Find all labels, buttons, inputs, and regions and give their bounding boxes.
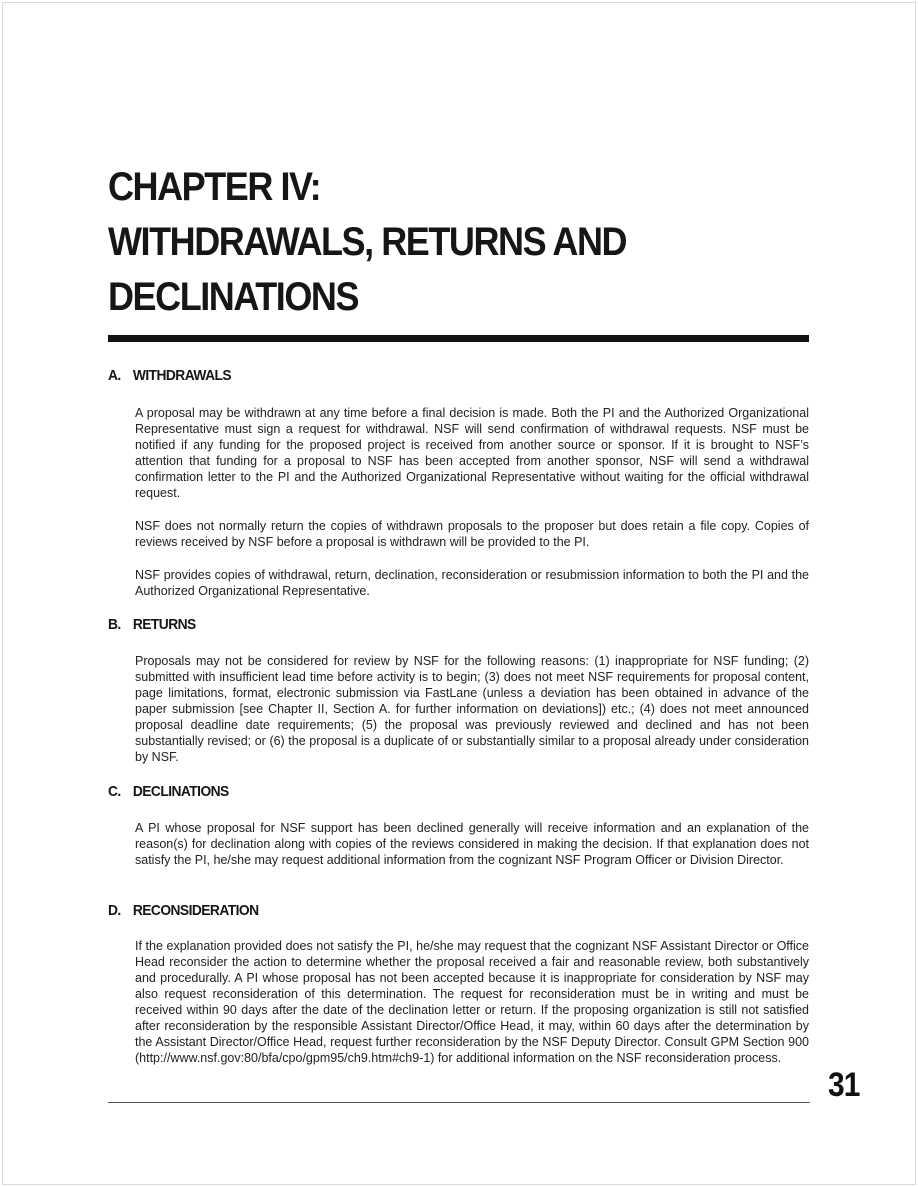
section-title: DECLINATIONS: [132, 783, 229, 800]
title-divider: [108, 335, 809, 342]
paragraph: A proposal may be withdrawn at any time before a final decision is made. Both the PI and the Authorized Organizational Representative must sign a request for withdrawal. NSF will send confirmation of withdrawal requests. NSF must be notified if any funding for the proposed project is received from another source or sponsor. If it is brought to NSF’s attention that funding for a proposal to NSF has been accepted from another sponsor, NSF will send a withdrawal confirmation letter to the PI and the Authorized Organizational Representative without waiting for the official withdrawal request.: [135, 406, 809, 500]
section-heading-returns: [108, 616, 196, 633]
section-letter: C.: [108, 783, 121, 800]
footer-divider: [108, 1102, 810, 1103]
section-letter: B.: [108, 616, 121, 633]
chapter-title-line: WITHDRAWALS, RETURNS AND: [108, 220, 627, 264]
chapter-title-line: DECLINATIONS: [108, 275, 359, 319]
section-title: RETURNS: [132, 616, 196, 633]
paragraph: If the explanation provided does not satisfy the PI, he/she may request that the cognizant NSF Assistant Director or Office Head reconsider the action to determine whether the proposal received a fair and reasonable review, both substantively and procedurally. A PI whose proposal has not been accepted because it is inappropriate for consideration by NSF may also request reconsideration of this determination. The request for reconsideration must be in writing and must be received within 90 days after the date of the declination letter or return. If the proposing organization is still not satisfied after reconsideration by the responsible Assistant Director/Office Head, it may, within 60 days after the determination by the Assistant Director/Office Head, request further reconsideration by the NSF Deputy Director. Consult GPM Section 900 (http://www.nsf.gov:80/bfa/cpo/gpm95/ch9.htm#ch9-1) for additional information on the NSF reconsideration process.: [135, 939, 809, 1065]
section-heading-declinations: [108, 783, 229, 800]
section-heading-reconsideration: [108, 902, 258, 919]
page-number: 31: [828, 1066, 860, 1104]
chapter-title: [108, 160, 756, 325]
chapter-title-line: CHAPTER IV:: [108, 165, 321, 209]
section-title: WITHDRAWALS: [132, 367, 232, 384]
paragraph: Proposals may not be considered for review by NSF for the following reasons: (1) inappropriate for NSF funding; (2) submitted with insufficient lead time before activity is to begin; (3) does not meet NSF requirements for proposal content, page limitations, format, electronic submission via FastLane (unless a deviation has been obtained in advance of the paper submission [see Chapter II, Section A. for further information on deviations]) etc.; (4) does not meet announced proposal deadline date requirements; (5) the proposal was previously reviewed and declined and has not been substantially revised; or (6) the proposal is a duplicate of or substantially similar to a proposal already under consideration by NSF.: [135, 654, 809, 764]
paragraph: A PI whose proposal for NSF support has been declined generally will receive information and an explanation of the reason(s) for declination along with copies of the reviews considered in making the decision. If that explanation does not satisfy the PI, he/she may request additional information from the cognizant NSF Program Officer or Division Director.: [135, 821, 809, 867]
section-letter: D.: [108, 902, 121, 919]
section-heading-withdrawals: [108, 367, 231, 384]
paragraph: NSF provides copies of withdrawal, return, declination, reconsideration or resubmission information to both the PI and the Authorized Organizational Representative.: [135, 568, 809, 598]
section-letter: A.: [108, 367, 121, 384]
paragraph: NSF does not normally return the copies of withdrawn proposals to the proposer but does retain a file copy. Copies of reviews received by NSF before a proposal is withdrawn will be provided to the PI.: [135, 519, 809, 549]
section-title: RECONSIDERATION: [132, 902, 259, 919]
